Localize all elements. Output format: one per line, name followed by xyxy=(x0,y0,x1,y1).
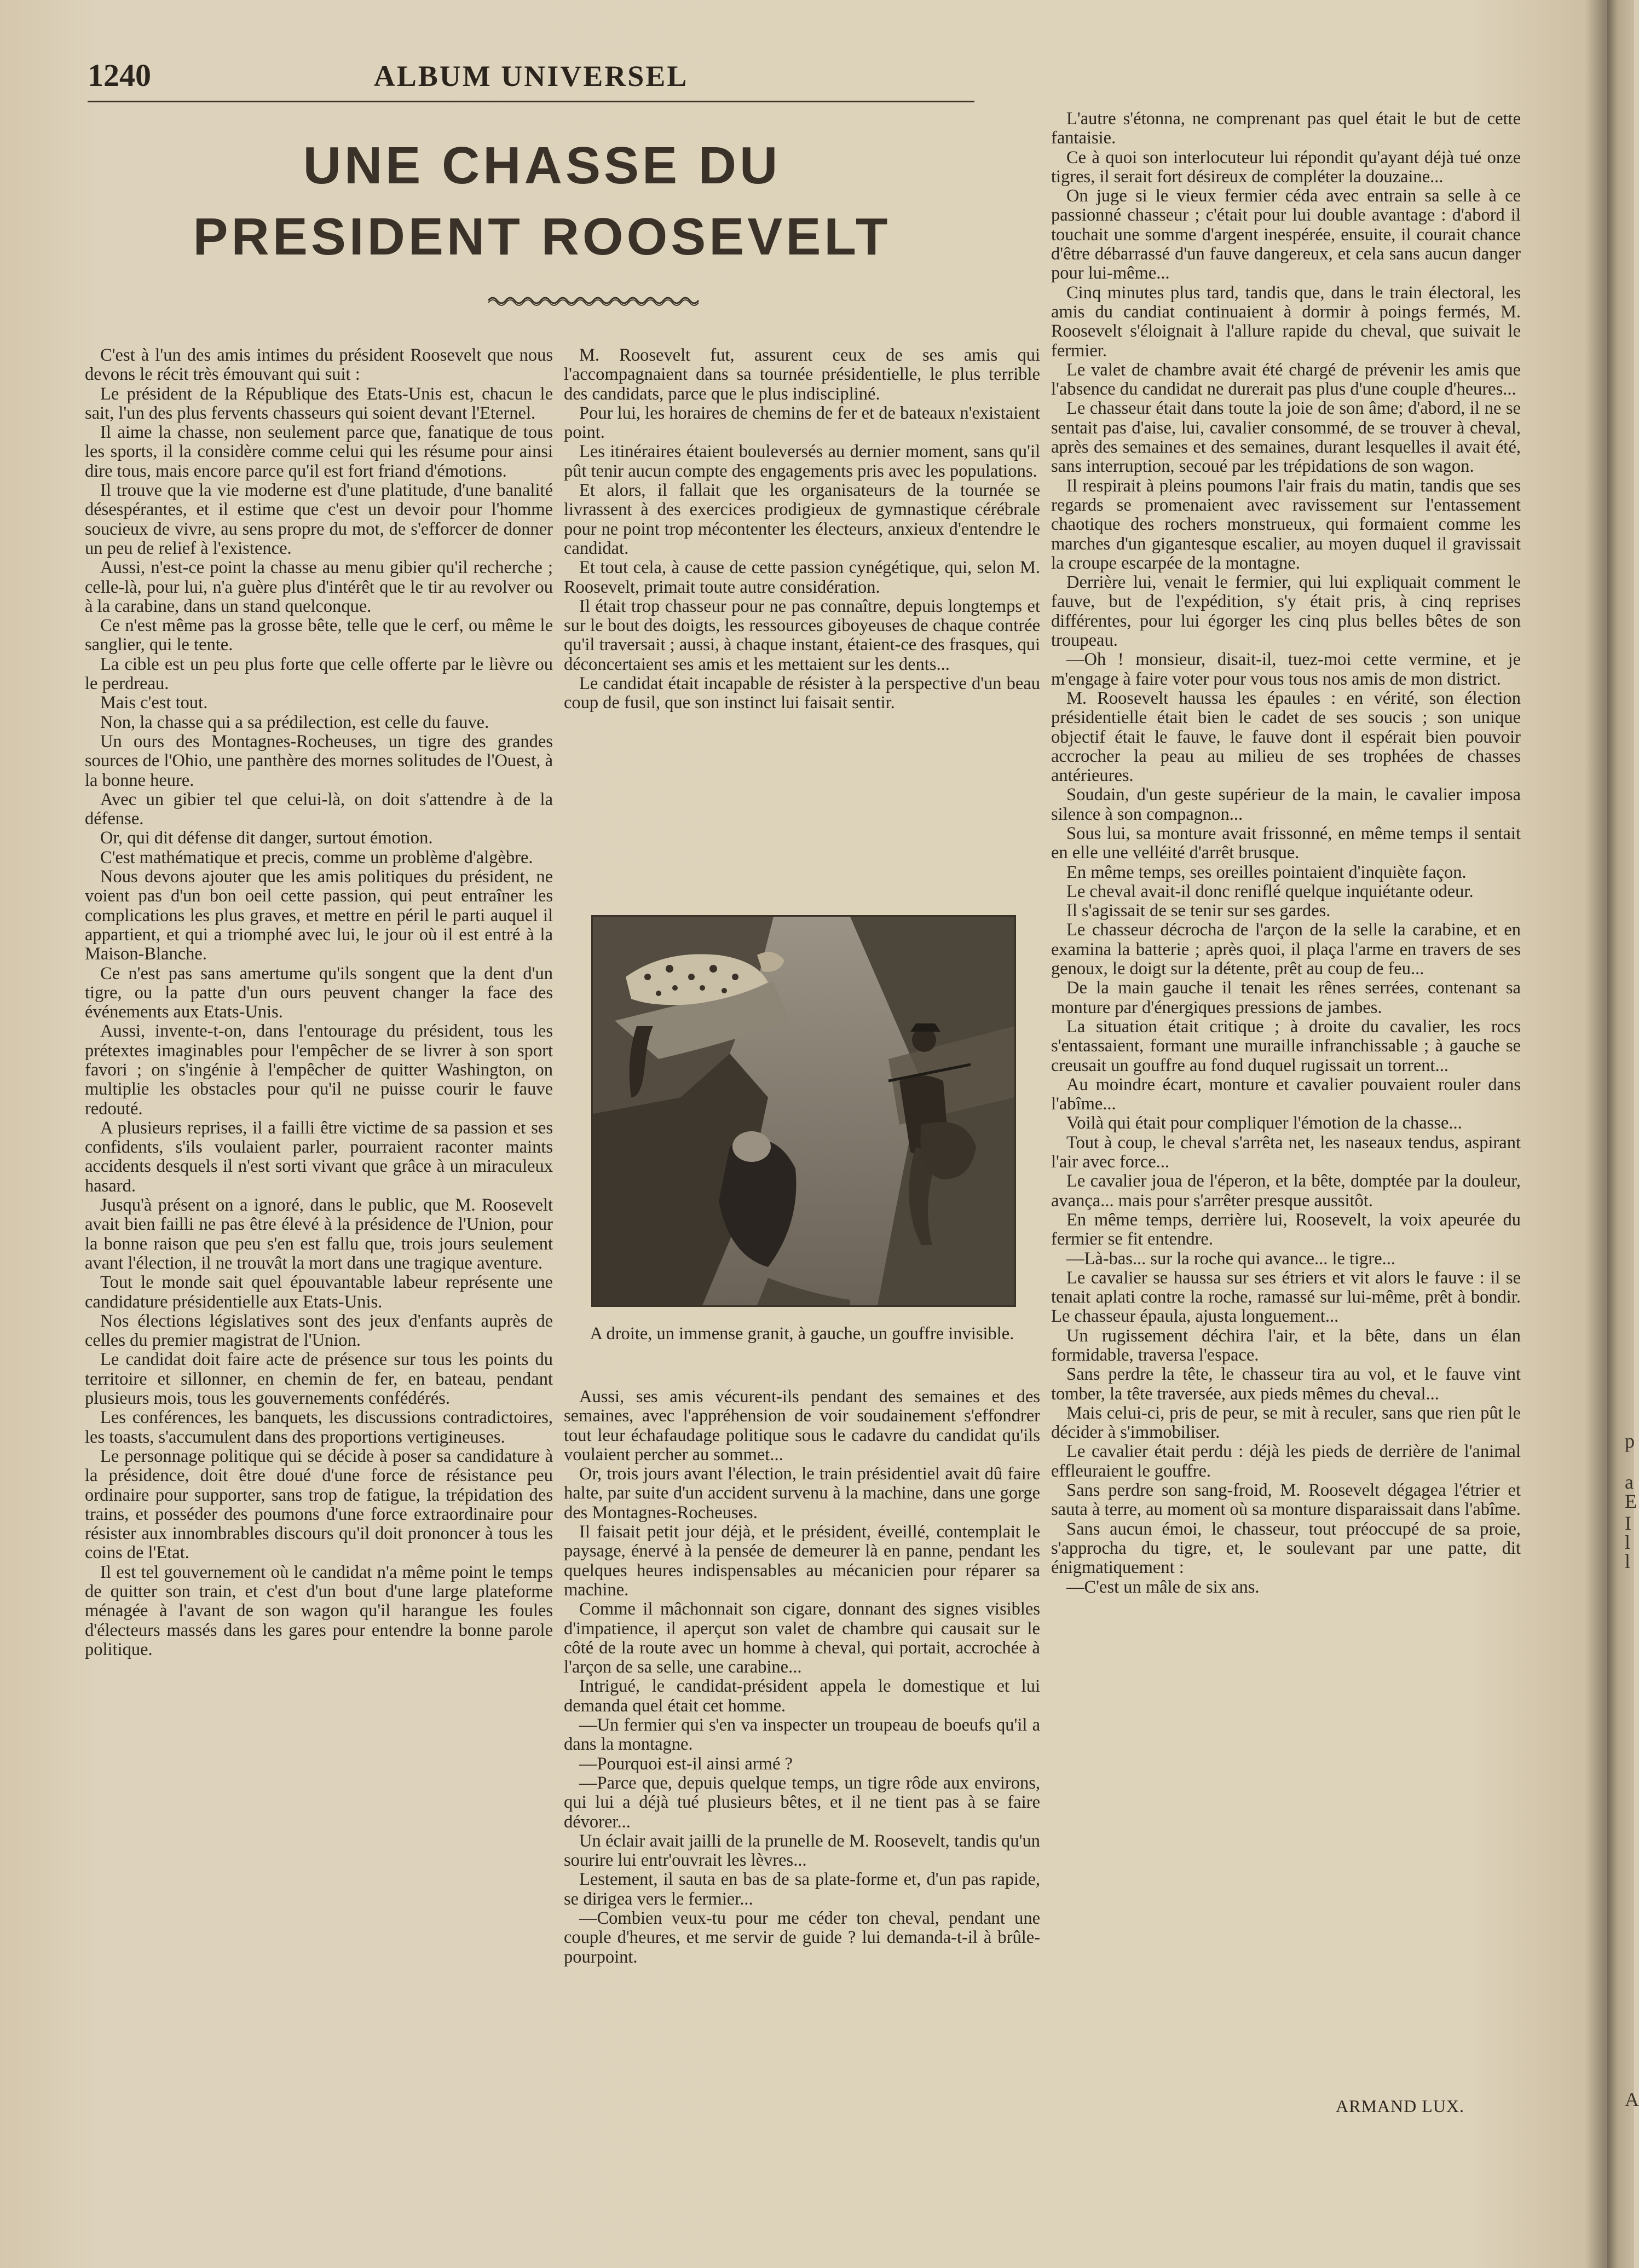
paragraph: Le candidat était incapable de résister à la perspective d'un beau coup de fusil, que son instinct lui faisait sentir. xyxy=(564,674,1040,713)
author-signature: ARMAND LUX. xyxy=(1336,2096,1464,2116)
paragraph: Aussi, n'est-ce point la chasse au menu gibier qu'il recherche ; celle-là, pour lui, n'a guère plus d'intérêt que le tir au revolver ou à la carabine, dans un stand quelconque. xyxy=(85,558,553,616)
edge-glyph: a xyxy=(1625,1471,1634,1493)
paragraph: Le président de la République des Etats-Unis est, chacun le sait, l'un des plus fervents chasseurs qui soient devant l'Eternel. xyxy=(85,384,553,423)
page-number: 1240 xyxy=(88,57,151,93)
paragraph: Il est tel gouvernement où le candidat n'a même point le temps de quitter son train, et c'est d'un bout d'une large plateforme ménagée à l'avant de son wagon qu'il harangue les foules d'électeurs massés dans les gares pour entendre la bonne parole politique. xyxy=(85,1562,553,1659)
paragraph: Mais celui-ci, pris de peur, se mit à reculer, sans que rien pût le décider à s'immobiliser. xyxy=(1051,1403,1521,1443)
paragraph: Le candidat doit faire acte de présence sur tous les points du territoire et sillonner, en chemin de fer, en bateau, pendant plusieurs mois, tous les gouvernements confédérés. xyxy=(85,1350,553,1409)
paragraph: Derrière lui, venait le fermier, qui lui expliquait comment le fauve, but de l'expédition, s'y était pris, à cinq reprises différentes, pour lui égorger les cinq plus belles bêtes de son troupeau. xyxy=(1051,572,1521,651)
paragraph: La situation était critique ; à droite du cavalier, les rocs s'entassaient, formant une muraille infranchissable ; à gauche se creusait un gouffre au fond duquel rugissait un torrent... xyxy=(1051,1016,1521,1075)
paragraph: Sous lui, sa monture avait frissonné, en même temps il sentait en elle une velléité d'arrêt brusque. xyxy=(1051,823,1521,863)
paragraph: Sans perdre son sang-froid, M. Roosevelt dégagea l'étrier et sauta à terre, au moment où sa monture disparaissait dans l'abîme. xyxy=(1051,1480,1521,1520)
paragraph: —Combien veux-tu pour me céder ton cheval, pendant une couple d'heures, et me servir de guide ? lui demanda-t-il à brûle-pourpoint. xyxy=(564,1908,1040,1967)
article-column-1 xyxy=(85,346,553,1659)
paragraph: Nous devons ajouter que les amis politiques du président, ne voient pas d'un bon oeil cette passion, qui peut entraîner les complications les plus graves, et mettre en péril le parti auquel il appartient, et qui a triomphé avec lui, le jour où il est entré à la Maison-Blanche. xyxy=(85,867,553,964)
edge-glyph: E xyxy=(1625,1490,1637,1512)
paragraph: Un rugissement déchira l'air, et la bête, dans un élan formidable, traversa l'espace. xyxy=(1051,1326,1521,1365)
paragraph: Comme il mâchonnait son cigare, donnant des signes visibles d'impatience, il aperçut son valet de chambre qui causait sur le côté de la route avec un homme à cheval, qui portait, accrochée à l'arçon de sa selle, une carabine... xyxy=(564,1599,1040,1677)
paragraph: Voilà qui était pour compliquer l'émotion de la chasse... xyxy=(1066,1113,1462,1133)
paragraph: Sans aucun émoi, le chasseur, tout préoccupé de sa proie, s'approcha du tigre, et, le soulevant par une patte, dit énigmatiquement : xyxy=(1051,1519,1521,1578)
paragraph: —Là-bas... sur la roche qui avance... le tigre... xyxy=(1066,1248,1396,1269)
edge-glyph: A xyxy=(1625,2088,1639,2110)
paragraph: Avec un gibier tel que celui-là, on doit s'attendre à de la défense. xyxy=(85,789,553,829)
paragraph: Le cheval avait-il donc reniflé quelque inquiétante odeur. xyxy=(1066,881,1474,901)
paragraph: —Oh ! monsieur, disait-il, tuez-moi cette vermine, et je m'engage à faire voter pour vous tous nos amis de mon district. xyxy=(1051,650,1521,689)
paragraph: —C'est un mâle de six ans. xyxy=(1066,1577,1260,1597)
paragraph: Le personnage politique qui se décide à poser sa candidature à la présidence, doit être doué d'une force de résistance peu ordinaire pour supporter, sans trop de fatigue, la trépidation des trains, et posséder des poumons d'une force extraordinaire pour résister aux innombrables discours qu'il doit prononcer à tous les coins de l'Etat. xyxy=(85,1446,553,1563)
paragraph: Tout le monde sait quel épouvantable labeur représente une candidature présidentielle aux Etats-Unis. xyxy=(85,1272,553,1312)
paragraph: Sans perdre la tête, le chasseur tira au vol, et le fauve vint tomber, la tête traversée, aux pieds mêmes du cheval... xyxy=(1051,1364,1521,1404)
paragraph: C'est à l'un des amis intimes du président Roosevelt que nous devons le récit très émouvant qui suit : xyxy=(85,345,553,385)
paragraph: Intrigué, le candidat-président appela le domestique et lui demanda quel était cet homme. xyxy=(564,1676,1040,1716)
edge-glyph: p xyxy=(1625,1430,1635,1452)
paragraph: Mais c'est tout. xyxy=(100,693,208,713)
paragraph: Il s'agissait de se tenir sur ses gardes. xyxy=(1066,901,1331,921)
page-header xyxy=(88,57,974,102)
paragraph: A plusieurs reprises, il a failli être victime de sa passion et ses confidents, s'ils voulaient parler, pourraient raconter maints accidents desquels il n'est sorti vivant que grâce à un miraculeux hasard. xyxy=(85,1118,553,1196)
paragraph: Aussi, ses amis vécurent-ils pendant des semaines et des semaines, avec l'appréhension de voir soudainement s'effondrer tout leur échafaudage politique sous le cadavre du candidat qu'ils voulaient percher au sommet... xyxy=(564,1387,1040,1465)
paragraph: Or, trois jours avant l'élection, le train présidentiel avait dû faire halte, par suite d'un accident survenu à la machine, dans une gorge des Montagnes-Rocheuses. xyxy=(564,1464,1040,1523)
paragraph: Or, qui dit défense dit danger, surtout émotion. xyxy=(100,828,433,848)
paragraph: Le chasseur était dans toute la joie de son âme; d'abord, il ne se sentait pas d'aise, lui, cavalier consommé, de se trouver à cheval, après des semaines et des semaines, durant lesquelles il avait été, sans interruption, secoué par les trépidations de son wagon. xyxy=(1051,398,1521,477)
paragraph: Soudain, d'un geste supérieur de la main, le cavalier imposa silence à son compagnon... xyxy=(1051,785,1521,824)
paragraph: —Pourquoi est-il ainsi armé ? xyxy=(579,1754,793,1774)
paragraph: Non, la chasse qui a sa prédilection, est celle du fauve. xyxy=(100,712,489,732)
paragraph: Le cavalier joua de l'éperon, et la bête, domptée par la douleur, avança... mais pour s'arrêter presque aussitôt. xyxy=(1051,1171,1521,1211)
ornamental-divider xyxy=(487,293,701,308)
paragraph: Nos élections législatives sont des jeux d'enfants auprès de celles du premier magistrat de l'Union. xyxy=(85,1311,553,1351)
paragraph: Et alors, il fallait que les organisateurs de la tournée se livrassent à des exercices prodigieux de gymnastique cérébrale pour ne point trop mécontenter les électeurs, anxieux d'entendre le candidat. xyxy=(564,481,1040,558)
paragraph: En même temps, derrière lui, Roosevelt, la voix apeurée du fermier se fit entendre. xyxy=(1051,1210,1521,1249)
paragraph: Et tout cela, à cause de cette passion cynégétique, qui, selon M. Roosevelt, primait toute autre considération. xyxy=(564,558,1040,597)
paragraph: Il faisait petit jour déjà, et le président, éveillé, contemplait le paysage, énervé à la pensée de demeurer là en panne, pendant les quelques heures indispensables au mécanicien pour réparer sa machine. xyxy=(564,1522,1040,1600)
hunting-illustration xyxy=(591,915,1016,1307)
adjacent-page-edge xyxy=(1607,0,1634,2268)
paragraph: Ce n'est même pas la grosse bête, telle que le cerf, ou même le sanglier, qui le tente. xyxy=(85,616,553,655)
article-column-2-continued xyxy=(564,1387,1040,1967)
paragraph: Pour lui, les horaires de chemins de fer et de bateaux n'existaient point. xyxy=(564,403,1040,443)
paragraph: Ce n'est pas sans amertume qu'ils songent que la dent d'un tigre, ou la patte d'un ours peuvent changer la face des événements aux Etats-Unis. xyxy=(85,963,553,1022)
paragraph: La cible est un peu plus forte que celle offerte par le lièvre ou le perdreau. xyxy=(85,654,553,694)
paragraph: M. Roosevelt fut, assurent ceux de ses amis qui l'accompagnaient dans sa tournée présidentielle, le plus terrible des candidats, parce que le plus indiscipliné. xyxy=(564,345,1040,404)
paragraph: Lestement, il sauta en bas de sa plate-forme et, d'un pas rapide, se dirigea vers le fermier... xyxy=(564,1870,1040,1909)
paragraph: M. Roosevelt haussa les épaules : en vérité, son élection présidentielle était bien le cadet de ses soucis ; son unique objectif était le fauve, le fauve dont il espérait bien pouvoir accrocher la peau au milieu de ses trophées de chasses antérieures. xyxy=(1051,688,1521,786)
paragraph: —Parce que, depuis quelque temps, un tigre rôde aux environs, qui lui a déjà tué plusieurs bêtes, et il ne tient pas à se faire dévorer... xyxy=(564,1773,1040,1832)
paragraph: Il aime la chasse, non seulement parce que, fanatique de tous les sports, il la considère comme celui qui les résume pour ainsi dire tous, mais encore parce qu'il est fort friand d'émotions. xyxy=(85,423,553,481)
edge-glyph: l xyxy=(1625,1531,1631,1553)
paragraph: Les conférences, les banquets, les discussions contradictoires, les toasts, s'accumulent dans des proportions vertigineuses. xyxy=(85,1408,553,1447)
article-title-line1: UNE CHASSE DU xyxy=(303,136,781,195)
paragraph: Un ours des Montagnes-Rocheuses, un tigre des grandes sources de l'Ohio, une panthère des mornes solitudes de l'Ouest, à la bonne heure. xyxy=(85,731,553,790)
paragraph: C'est mathématique et precis, comme un problème d'algèbre. xyxy=(100,847,533,867)
paragraph: Aussi, invente-t-on, dans l'entourage du président, tous les prétextes imaginables pour l'empêcher de se livrer à son sport favori ; on s'ingénie à l'empêcher de quitter Washington, on multiplie les obstacles pour qu'il ne puisse courir le fauve redouté. xyxy=(85,1021,553,1119)
paragraph: Le cavalier se haussa sur ses étriers et vit alors le fauve : il se tenait aplati contre la roche, ramassé sur lui-même, prêt à bondir. Le chasseur épaula, ajusta longuement... xyxy=(1051,1268,1521,1327)
paragraph: Au moindre écart, monture et cavalier pouvaient rouler dans l'abîme... xyxy=(1051,1074,1521,1114)
paragraph: Il respirait à pleins poumons l'air frais du matin, tandis que ses regards se promenaient avec ravissement sur l'entassement chaotique des rochers monstrueux, qui formaient comme les marches d'un gigantesque escalier, au moyen duquel il gravissait la croupe escarpée de la montagne. xyxy=(1051,476,1521,573)
article-column-2 xyxy=(564,346,1040,713)
paragraph: Il trouve que la vie moderne est d'une platitude, d'une banalité désespérantes, et il estime que c'est un devoir pour l'homme soucieux de vivre, au sens propre du mot, de s'efforcer de donner un peu de relief à l'existence. xyxy=(85,481,553,558)
paragraph: Il était trop chasseur pour ne pas connaître, depuis longtemps et sur le bout des doigts, les ressources giboyeuses de chaque contrée qu'il traversait ; aussi, à chaque instant, étaient-ce des frasques, qui déconcertaient ses amis et les mettaient sur les dents... xyxy=(564,596,1040,674)
paragraph: On juge si le vieux fermier céda avec entrain sa selle à ce passionné chasseur ; c'était pour lui double avantage : d'abord il touchait une somme d'argent inespérée, ensuite, il courait chance d'être débarrassé d'un fauve dangereux, et cela sans aucun danger pour lui-même... xyxy=(1051,186,1521,284)
paragraph: Le valet de chambre avait été chargé de prévenir les amis que l'absence du candidat ne durerait pas plus d'une couple d'heures... xyxy=(1051,360,1521,400)
paragraph: Un éclair avait jailli de la prunelle de M. Roosevelt, tandis qu'un sourire lui entr'ouvrait les lèvres... xyxy=(564,1831,1040,1871)
paragraph: —Un fermier qui s'en va inspecter un troupeau de boeufs qu'il a dans la montagne. xyxy=(564,1715,1040,1755)
paragraph: En même temps, ses oreilles pointaient d'inquiète façon. xyxy=(1066,862,1467,882)
article-column-3 xyxy=(1051,109,1521,1597)
paragraph: Cinq minutes plus tard, tandis que, dans le train électoral, les amis du candiat continuaient à dormir à poings fermés, M. Roosevelt s'éloignait à l'allure rapide du cheval, que suivait le fermier. xyxy=(1051,282,1521,361)
article-title-line2: PRESIDENT ROOSEVELT xyxy=(193,207,891,266)
paragraph: Les itinéraires étaient bouleversés au dernier moment, sans qu'il pût tenir aucun compte des engagements pris avec les populations. xyxy=(564,442,1040,481)
paragraph: Jusqu'à présent on a ignoré, dans le public, que M. Roosevelt avait bien failli ne pas être élevé à la présidence de l'Union, pour la bonne raison que peu s'en est fallu que, trois jours seulement avant l'élection, il ne trouvât la mort dans une tragique aventure. xyxy=(85,1195,553,1273)
paragraph: Tout à coup, le cheval s'arrêta net, les naseaux tendus, aspirant l'air avec force... xyxy=(1051,1132,1521,1172)
paragraph: L'autre s'étonna, ne comprenant pas quel était le but de cette fantaisie. xyxy=(1051,109,1521,148)
paragraph: Le chasseur décrocha de l'arçon de la selle la carabine, et en examina la batterie ; après quoi, il plaça l'arme en travers de ses genoux, le doigt sur la détente, prêt au coup de feu... xyxy=(1051,920,1521,979)
paragraph: De la main gauche il tenait les rênes serrées, contenant sa monture par d'énergiques pressions de jambes. xyxy=(1051,978,1521,1017)
paragraph: Le cavalier était perdu : déjà les pieds de derrière de l'animal effleuraient le gouffre. xyxy=(1051,1442,1521,1481)
paragraph: Ce à quoi son interlocuteur lui répondit qu'ayant déjà tué onze tigres, il serait fort désireux de compléter la douzaine... xyxy=(1051,147,1521,187)
edge-glyph: I xyxy=(1625,1512,1631,1534)
edge-glyph: l xyxy=(1625,1550,1631,1572)
running-title: ALBUM UNIVERSEL xyxy=(373,60,689,92)
illustration-caption: A droite, un immense granit, à gauche, un gouffre invisible. xyxy=(590,1324,1014,1344)
